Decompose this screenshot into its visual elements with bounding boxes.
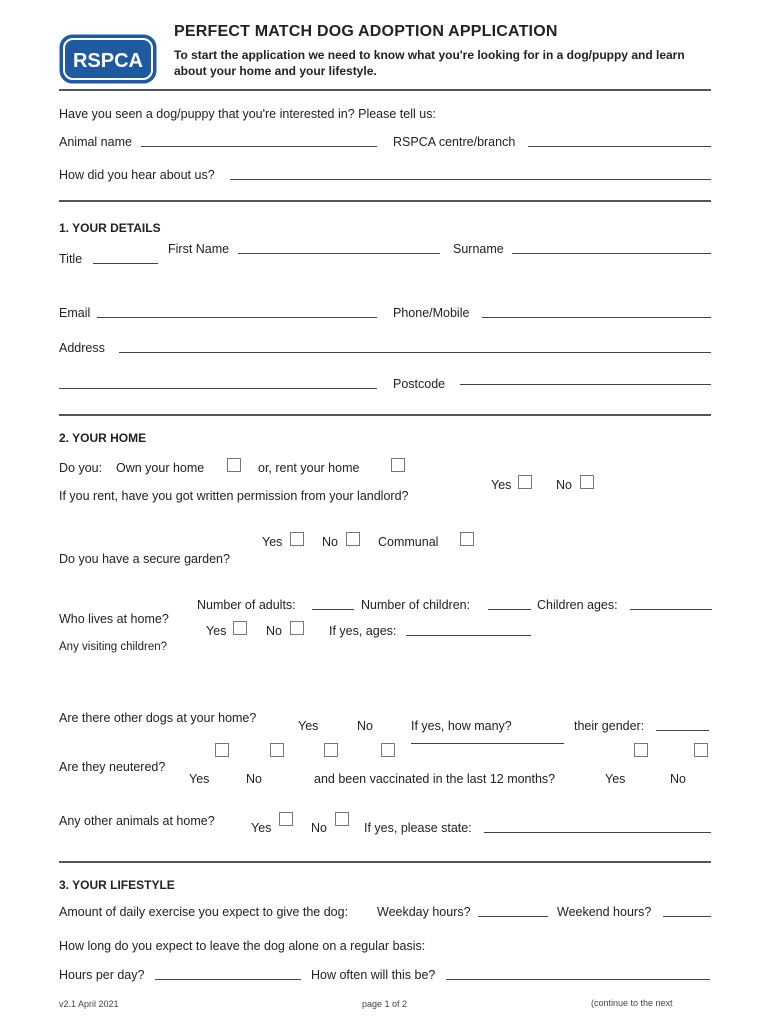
garden-yes-label: Yes [262,535,283,549]
adults-field[interactable] [312,609,354,610]
form-intro: To start the application we need to know what you're looking for in a dog/puppy and learn about your home and your lifestyle. [174,48,685,78]
other-dogs-label: Are there other dogs at your home? [59,711,257,725]
hear-field[interactable] [230,179,711,180]
divider [59,200,711,202]
gender-label: their gender: [574,719,645,733]
hear-label: How did you hear about us? [59,168,215,182]
other-dogs-yes-label: Yes [298,719,319,733]
phone-label: Phone/Mobile [393,306,470,320]
email-label: Email [59,306,91,320]
continue-note: (continue to the next [591,998,673,1008]
permission-no-checkbox[interactable] [580,475,594,489]
divider [59,414,711,416]
rspca-logo [59,34,157,84]
first-name-field[interactable] [238,253,440,254]
email-field[interactable] [97,317,377,318]
other-animals-yes-label: Yes [251,821,272,835]
vaccinated-label: and been vaccinated in the last 12 months? [314,772,556,786]
please-state-field[interactable] [484,832,711,833]
other-animals-no-checkbox[interactable] [335,812,349,826]
how-often-field[interactable] [446,979,710,980]
neutered-yes-checkbox[interactable] [324,743,338,757]
how-many-field[interactable] [411,743,564,744]
visiting-ages-field[interactable] [406,635,531,636]
weekend-field[interactable] [663,916,711,917]
garden-yes-checkbox[interactable] [290,532,304,546]
rent-home-checkbox[interactable] [391,458,405,472]
children-ages-field[interactable] [630,609,712,610]
other-animals-label: Any other animals at home? [59,814,215,828]
interest-question: Have you seen a dog/puppy that you're interested in? Please tell us: [59,107,436,121]
vaccinated-yes-checkbox[interactable] [634,743,648,757]
hours-per-day-field[interactable] [155,979,301,980]
other-dogs-no-label: No [357,719,373,733]
how-many-label: If yes, how many? [411,719,512,733]
vaccinated-no-checkbox[interactable] [694,743,708,757]
children-field[interactable] [488,609,531,610]
form-title: PERFECT MATCH DOG ADOPTION APPLICATION [174,23,558,40]
weekday-field[interactable] [478,916,548,917]
version-text: v2.1 April 2021 [59,999,119,1009]
first-name-label: First Name [168,242,230,256]
garden-communal-checkbox[interactable] [460,532,474,546]
do-you-label: Do you: [59,461,103,475]
postcode-field[interactable] [460,384,711,385]
other-animals-no-label: No [311,821,327,835]
visiting-yes-checkbox[interactable] [233,621,247,635]
animal-name-field[interactable] [141,146,377,147]
address-field-line-1[interactable] [119,352,711,353]
weekday-label: Weekday hours? [377,905,471,919]
divider [59,89,711,91]
rent-home-label: or, rent your home [258,461,360,475]
permission-no-label: No [556,478,572,492]
other-dogs-no-checkbox[interactable] [270,743,284,757]
permission-yes-label: Yes [491,478,512,492]
alone-label: How long do you expect to leave the dog alone on a regular basis: [59,939,426,953]
surname-label: Surname [453,242,504,256]
divider [59,861,711,863]
address-field-line-2[interactable] [59,388,377,389]
neutered-no-checkbox[interactable] [381,743,395,757]
title-field[interactable] [93,263,158,264]
phone-field[interactable] [482,317,711,318]
children-label: Number of children: [361,598,471,612]
garden-no-checkbox[interactable] [346,532,360,546]
garden-communal-label: Communal [378,535,439,549]
page-number: page 1 of 2 [362,999,408,1009]
garden-no-label: No [322,535,338,549]
neutered-yes-label: Yes [189,772,210,786]
visiting-no-label: No [266,624,282,638]
neutered-label: Are they neutered? [59,760,166,774]
postcode-label: Postcode [393,377,446,391]
title-label: Title [59,252,83,266]
exercise-label: Amount of daily exercise you expect to give the dog: [59,905,349,919]
other-dogs-yes-checkbox[interactable] [215,743,229,757]
vaccinated-yes-label: Yes [605,772,626,786]
how-often-label: How often will this be? [311,968,436,982]
neutered-no-label: No [246,772,262,786]
visiting-no-checkbox[interactable] [290,621,304,635]
permission-yes-checkbox[interactable] [518,475,532,489]
garden-label: Do you have a secure garden? [59,552,230,566]
own-home-label: Own your home [116,461,205,475]
own-home-checkbox[interactable] [227,458,241,472]
adults-label: Number of adults: [197,598,296,612]
gender-field[interactable] [656,730,709,731]
details-heading: 1. YOUR DETAILS [59,221,161,235]
centre-label: RSPCA centre/branch [393,135,516,149]
lifestyle-heading: 3. YOUR LIFESTYLE [59,878,175,892]
vaccinated-no-label: No [670,772,686,786]
permission-label: If you rent, have you got written permission from your landlord? [59,489,409,503]
visiting-ages-label: If yes, ages: [329,624,397,638]
other-animals-yes-checkbox[interactable] [279,812,293,826]
visiting-yes-label: Yes [206,624,227,638]
please-state-label: If yes, please state: [364,821,472,835]
centre-field[interactable] [528,146,711,147]
hours-per-day-label: Hours per day? [59,968,145,982]
visiting-label: Any visiting children? [59,641,168,653]
animal-name-label: Animal name [59,135,132,149]
weekend-label: Weekend hours? [557,905,652,919]
svg-text:RSPCA: RSPCA [72,50,144,72]
children-ages-label: Children ages: [537,598,618,612]
surname-field[interactable] [512,253,711,254]
who-lives-label: Who lives at home? [59,612,169,626]
home-heading: 2. YOUR HOME [59,431,147,445]
address-label: Address [59,341,105,355]
